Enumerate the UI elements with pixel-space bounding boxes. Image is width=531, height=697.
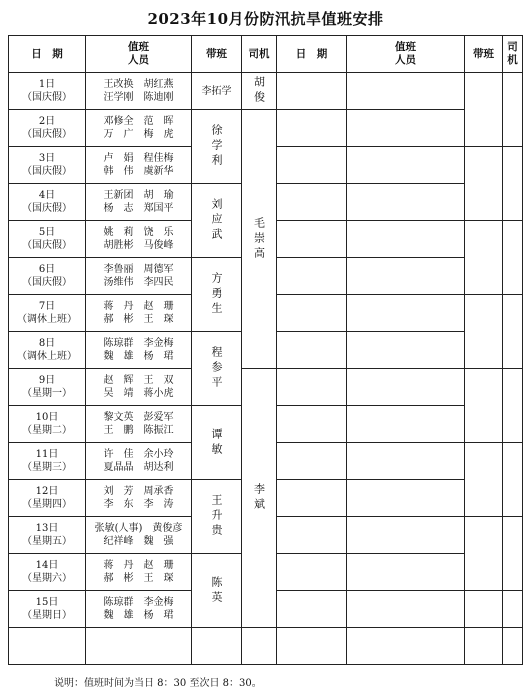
date-cell [9,591,86,628]
staff-line: 王新团 胡 瑜 [103,190,174,201]
date-label: 5日 [38,227,56,238]
staff-line: 杨 志 郑国平 [103,203,174,214]
staff-line: 黎文英 彭爱军 [103,412,174,423]
staff-line: 陈琼群 李金梅 [103,338,174,349]
staff-cell [86,147,192,184]
staff-line: 蒋 丹 赵 珊 [103,560,174,571]
day-type: （调休上班） [17,314,77,325]
date-cell [9,443,86,480]
date-cell-2 [277,110,347,147]
leader-cell-2 [465,295,503,369]
staff-line: 郝 彬 王 琛 [103,314,174,325]
driver-cell: 胡俊 [242,73,277,110]
leader-cell-2 [465,147,503,221]
date-label: 12日 [35,486,59,497]
leader-cell: 程参平 [192,332,242,406]
staff-cell [86,443,192,480]
staff-cell [86,110,192,147]
day-type: （国庆假） [22,92,72,103]
date-cell-2 [277,591,347,628]
empty-cell [277,628,347,665]
leader-cell-2 [465,517,503,591]
driver-cell: 李斌 [242,369,277,628]
header-staff-2: 值班 人员 [347,36,465,73]
duty-roster-table [8,35,523,665]
date-label: 10日 [35,412,59,423]
date-cell [9,517,86,554]
date-cell-2 [277,554,347,591]
leader-cell-2 [465,591,503,628]
staff-line: 姚 莉 饶 乐 [103,227,174,238]
day-type: （星期二） [22,425,72,436]
date-cell-2 [277,332,347,369]
driver-cell-2 [503,369,523,443]
staff-cell-2 [347,480,465,517]
staff-cell-2 [347,221,465,258]
staff-line: 卢 娟 程佳梅 [103,153,174,164]
date-label: 4日 [38,190,56,201]
staff-line: 李鲁丽 周德军 [103,264,174,275]
staff-cell [86,480,192,517]
date-cell [9,332,86,369]
date-label: 9日 [38,375,56,386]
date-cell-2 [277,147,347,184]
staff-line: 纪祥峰 魏 强 [103,536,174,547]
staff-line: 吴 靖 蒋小虎 [103,388,174,399]
leader-cell: 徐学利 [192,110,242,184]
staff-line: 许 佳 余小玲 [103,449,174,460]
staff-line: 赵 辉 王 双 [103,375,174,386]
date-cell [9,406,86,443]
date-cell-2 [277,184,347,221]
header-date: 日 期 [9,36,86,73]
day-type: （星期五） [22,536,72,547]
empty-cell [503,628,523,665]
date-cell [9,73,86,110]
date-label: 2日 [38,116,56,127]
date-label: 8日 [38,338,56,349]
staff-cell [86,258,192,295]
day-type: （星期一） [22,388,72,399]
leader-cell: 刘应武 [192,184,242,258]
header-staff: 值班 人员 [86,36,192,73]
staff-cell-2 [347,591,465,628]
staff-line: 魏 雄 杨 珺 [103,351,174,362]
staff-line: 魏 雄 杨 珺 [103,610,174,621]
staff-cell-2 [347,184,465,221]
header-date-2: 日 期 [277,36,347,73]
day-type: （星期四） [22,499,72,510]
page-title: 2023年10月份防汛抗旱值班安排 [147,10,384,28]
day-type: （星期六） [22,573,72,584]
staff-cell-2 [347,554,465,591]
day-type: （国庆假） [22,240,72,251]
staff-line: 韩 伟 虞新华 [103,166,174,177]
date-cell-2 [277,73,347,110]
date-cell [9,147,86,184]
date-cell-2 [277,295,347,332]
table-row [9,369,523,406]
staff-line: 夏晶晶 胡达利 [103,462,174,473]
date-label: 14日 [35,560,59,571]
date-label: 15日 [35,597,59,608]
staff-cell [86,295,192,332]
staff-cell [86,517,192,554]
staff-cell [86,591,192,628]
day-type: （调休上班） [17,351,77,362]
date-cell-2 [277,406,347,443]
table-row-empty [9,628,523,665]
staff-cell-2 [347,406,465,443]
staff-line: 万 广 梅 虎 [103,129,174,140]
staff-cell [86,221,192,258]
empty-cell [192,628,242,665]
leader-cell-2 [465,221,503,295]
staff-line: 邓修全 范 晖 [103,116,174,127]
staff-cell [86,73,192,110]
header-driver-2: 司 机 [503,36,523,73]
driver-cell: 毛崇高 [242,110,277,369]
staff-line: 蒋 丹 赵 珊 [103,301,174,312]
staff-line: 汪学刚 陈迪刚 [103,92,174,103]
leader-cell-2 [465,369,503,443]
empty-cell [465,628,503,665]
leader-cell: 谭敏 [192,406,242,480]
header-leader: 带班 [192,36,242,73]
date-cell [9,221,86,258]
empty-cell [86,628,192,665]
staff-line: 王 鹏 陈振江 [103,425,174,436]
staff-line: 陈琼群 李金梅 [103,597,174,608]
table-row [9,110,523,147]
staff-cell-2 [347,295,465,332]
date-label: 7日 [38,301,56,312]
leader-cell-2 [465,73,503,147]
date-label: 11日 [35,449,59,460]
staff-line: 王改换 胡红燕 [103,79,174,90]
driver-cell-2 [503,295,523,369]
staff-cell [86,369,192,406]
leader-cell: 陈英 [192,554,242,628]
driver-cell-2 [503,443,523,517]
driver-cell-2 [503,221,523,295]
staff-line: 胡胜彬 马俊峰 [103,240,174,251]
table-row [9,73,523,110]
staff-cell-2 [347,147,465,184]
staff-cell-2 [347,332,465,369]
leader-cell-2 [465,443,503,517]
date-cell [9,554,86,591]
date-cell [9,258,86,295]
staff-cell [86,184,192,221]
date-cell-2 [277,480,347,517]
footnote: 说明：值班时间为当日 8：30 至次日 8：30。 [54,678,262,689]
staff-line: 张敏(人事) 黄俊彦 [94,523,183,534]
date-cell-2 [277,369,347,406]
day-type: （国庆假） [22,277,72,288]
date-label: 3日 [38,153,56,164]
date-cell-2 [277,221,347,258]
date-cell [9,110,86,147]
leader-cell: 李拓学 [192,73,242,110]
staff-line: 李 东 李 涛 [103,499,174,510]
day-type: （星期三） [22,462,72,473]
day-type: （星期日） [22,610,72,621]
driver-cell-2 [503,591,523,628]
empty-cell [9,628,86,665]
empty-cell [242,628,277,665]
day-type: （国庆假） [22,203,72,214]
date-cell [9,480,86,517]
header-leader-2: 带班 [465,36,503,73]
staff-cell-2 [347,517,465,554]
staff-cell [86,332,192,369]
date-cell-2 [277,258,347,295]
leader-cell: 方勇生 [192,258,242,332]
staff-cell-2 [347,258,465,295]
empty-cell [347,628,465,665]
staff-cell-2 [347,443,465,480]
date-cell-2 [277,443,347,480]
staff-cell [86,406,192,443]
staff-line: 汤维伟 李四民 [103,277,174,288]
date-label: 13日 [35,523,59,534]
date-cell [9,184,86,221]
staff-cell-2 [347,110,465,147]
staff-line: 刘 芳 周承香 [103,486,174,497]
day-type: （国庆假） [22,129,72,140]
date-label: 6日 [38,264,56,275]
header-driver: 司机 [242,36,277,73]
date-cell [9,295,86,332]
leader-cell: 王升贵 [192,480,242,554]
day-type: （国庆假） [22,166,72,177]
staff-cell-2 [347,369,465,406]
header-row [9,36,523,73]
driver-cell-2 [503,147,523,221]
date-cell-2 [277,517,347,554]
driver-cell-2 [503,73,523,147]
staff-cell-2 [347,73,465,110]
staff-line: 郝 彬 王 琛 [103,573,174,584]
date-cell [9,369,86,406]
staff-cell [86,554,192,591]
date-label: 1日 [38,79,56,90]
driver-cell-2 [503,517,523,591]
